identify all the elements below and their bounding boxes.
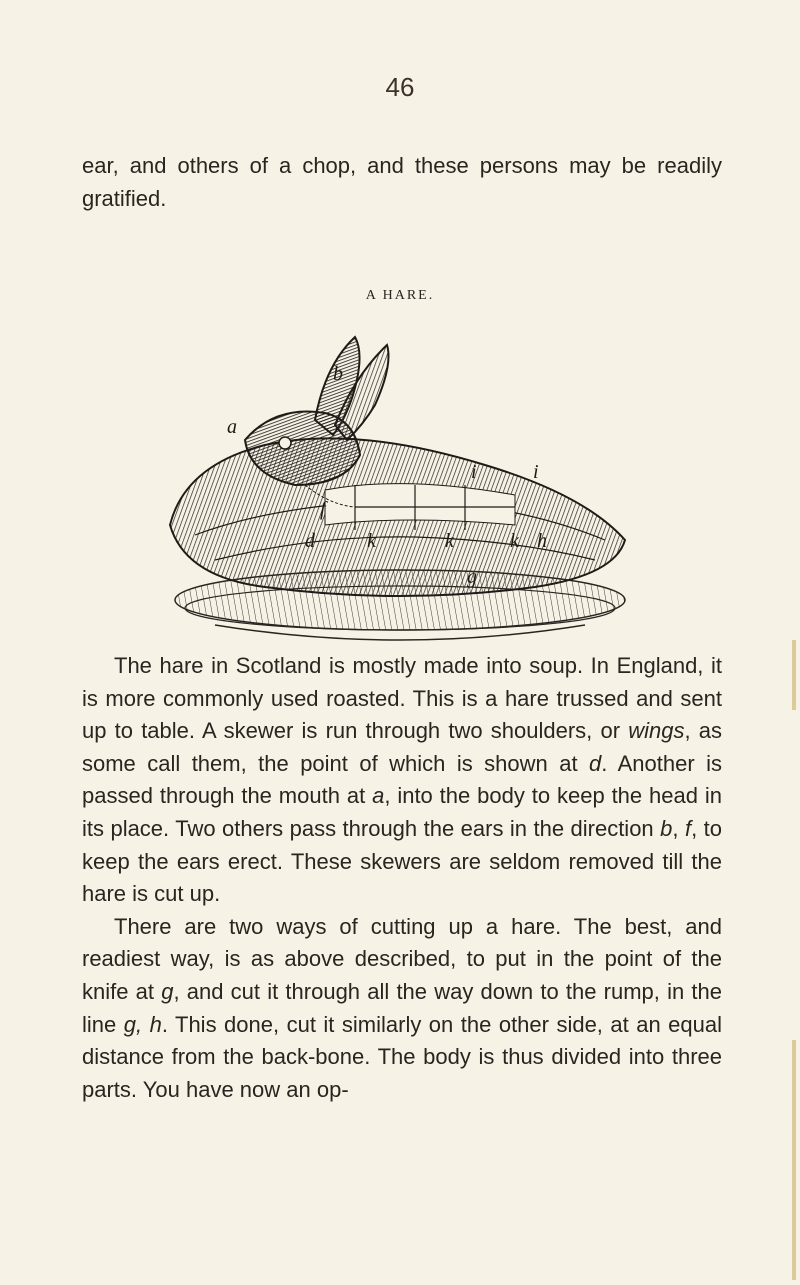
p2-text-c: . This done, cut it similarly on the other side, at an equal distance from the back-bone. The body is thus divided into three parts. You have now an op- [82,1011,723,1102]
p2-letter-g: g [161,978,174,1004]
p1-text-a: The hare in Scotland is mostly made into soup. In England, it is more commonly used roasted. This is a hare trussed and sent up to table. A skewer is run through two shoulders, or [82,653,722,744]
p1-letter-a: a [372,783,385,809]
label-g: g [467,566,477,588]
p1-comma: , [672,815,685,841]
p2-text-b: , and cut it through all the way down to the rump, in the line [82,978,722,1037]
page-edge-stain-lower [792,1040,796,1280]
label-k2: k [445,530,454,552]
label-h: h [537,530,547,552]
label-i2: i [533,461,539,483]
hare-body [170,438,625,596]
page-edge-stain [792,640,796,710]
p1-letter-f: f [684,815,692,841]
p1-italic-wings: wings [628,718,685,744]
p1-text-c: . Another is passed through the mouth at [82,750,722,809]
p2-letters-gh: g, h [123,1011,162,1037]
label-f: f [320,498,326,520]
p1-letter-d: d [589,750,602,776]
label-a: a [227,416,237,438]
label-i1: i [471,461,477,483]
label-b: b [333,363,343,385]
page-number: 46 [385,72,415,102]
hare-engraving [155,325,645,645]
hare-ears [315,337,389,440]
p1-letter-b: b [660,815,673,841]
opening-paragraph: ear, and others of a chop, and these persons may be readily gratified. [82,153,722,211]
p1-text-e: , to keep the ears erect. These skewers are seldom removed till the hare is cut up. [82,815,722,907]
figure-caption: A HARE. [365,288,435,303]
p1-text-b: , as some call them, the point of which is shown at [82,718,723,776]
label-k1: k [367,530,376,552]
label-k3: k [510,530,519,552]
label-d: d [305,530,315,552]
p1-text-d: , into the body to keep the head in its place. Two others pass through the ears in the direction [82,783,722,841]
main-paragraph [82,650,722,1106]
p2-text-a: There are two ways of cutting up a hare. The best, and readiest way, is as above described, to put in the point of the knife at [82,913,722,1004]
